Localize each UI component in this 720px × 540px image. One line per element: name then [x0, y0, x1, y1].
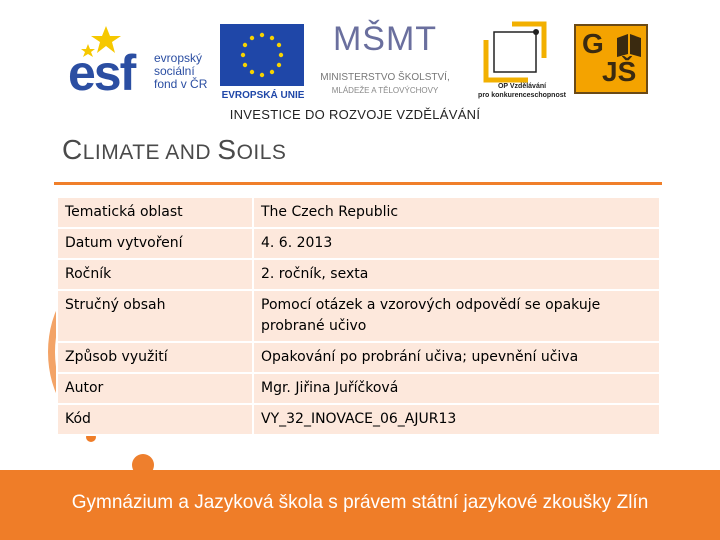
info-table	[56, 196, 661, 436]
eu-flag	[220, 24, 304, 86]
school-logo-top: G	[582, 28, 604, 59]
title-rest-1: LIMATE AND	[82, 141, 218, 164]
eu-caption: EVROPSKÁ UNIE	[221, 90, 305, 101]
table-row	[57, 228, 660, 259]
table-row	[57, 404, 660, 435]
row-label: Ročník	[57, 259, 253, 290]
op-logo	[472, 20, 572, 104]
title-cap-1: C	[62, 134, 83, 165]
row-value: 2. ročník, sexta	[253, 259, 660, 290]
footer-text: Gymnázium a Jazyková škola s právem státní jazykové zkoušky Zlín	[71, 492, 649, 513]
table-row	[57, 373, 660, 404]
title-rest-2: OILS	[236, 141, 287, 164]
footer-band	[0, 470, 720, 540]
row-label: Stručný obsah	[57, 290, 253, 342]
logo-caption: INVESTICE DO ROZVOJE VZDĚLÁVÁNÍ	[229, 107, 481, 122]
row-value: The Czech Republic	[253, 197, 660, 228]
op-line-2: pro konkurenceschopnost	[478, 92, 566, 99]
row-label: Způsob využití	[57, 342, 253, 373]
eu-logo	[220, 24, 306, 104]
eu-stars-icon	[220, 24, 304, 86]
esf-line-2: sociální	[154, 64, 195, 78]
esf-line-1: evropský	[154, 51, 203, 65]
row-value: Pomocí otázek a vzorových odpovědí se opakuje probrané učivo	[253, 290, 660, 342]
school-logo	[574, 24, 648, 94]
row-label: Autor	[57, 373, 253, 404]
title-underline	[54, 182, 662, 185]
row-label: Tematická oblast	[57, 197, 253, 228]
table-row	[57, 197, 660, 228]
row-value: 4. 6. 2013	[253, 228, 660, 259]
esf-logo	[66, 22, 216, 102]
table-row	[57, 290, 660, 342]
esf-mark: esf	[68, 45, 135, 101]
book-icon	[614, 30, 644, 60]
esf-line-3: fond v ČR	[154, 77, 208, 91]
title-cap-2: S	[217, 134, 237, 165]
msmt-line-2: MLÁDEŽE A TĚLOVÝCHOVY	[331, 86, 439, 95]
op-emblem-icon	[472, 20, 572, 84]
msmt-line-1: MINISTERSTVO ŠKOLSTVÍ,	[320, 72, 450, 83]
row-label: Kód	[57, 404, 253, 435]
table-row	[57, 259, 660, 290]
school-logo-bottom: JŠ	[602, 56, 637, 87]
msmt-logo	[310, 20, 460, 104]
row-label: Datum vytvoření	[57, 228, 253, 259]
row-value: Mgr. Jiřina Juříčková	[253, 373, 660, 404]
slide-title	[62, 134, 286, 166]
op-line-1: OP Vzdělávání	[497, 83, 547, 90]
msmt-mark: MŠMT	[332, 20, 438, 58]
row-value: VY_32_INOVACE_06_AJUR13	[253, 404, 660, 435]
row-value: Opakování po probrání učiva; upevnění učiva	[253, 342, 660, 373]
table-row	[57, 342, 660, 373]
sponsor-logo-bar	[52, 14, 658, 128]
